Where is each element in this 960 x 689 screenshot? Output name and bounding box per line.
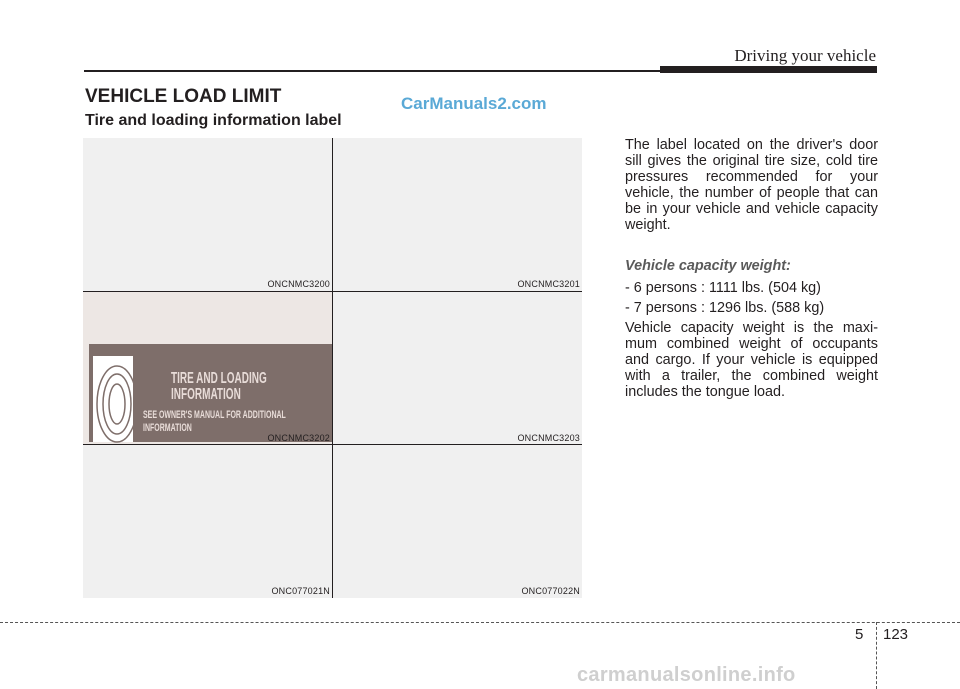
capacity-item: - 6 persons : 1111 lbs. (504 kg): [625, 280, 821, 296]
image-code: ONC077021N: [271, 586, 330, 596]
image-panel: [83, 138, 332, 291]
footer-rule: [0, 622, 960, 623]
page-separator: [876, 622, 877, 689]
image-code: ONCNMC3200: [267, 279, 330, 289]
header-rule: [84, 70, 660, 72]
image-grid: [83, 138, 582, 598]
label-photo-panel: [83, 292, 332, 445]
image-code: ONC077022N: [521, 586, 580, 596]
label-line-1: TIRE AND LOADING INFORMATION: [171, 370, 267, 404]
image-code: ONCNMC3203: [517, 433, 580, 443]
grid-divider-horizontal: [83, 291, 582, 292]
grid-divider-vertical: [332, 138, 333, 598]
image-code: ONCNMC3201: [517, 279, 580, 289]
watermark-bottom[interactable]: carmanualsonline.info: [577, 664, 796, 686]
image-panel: [333, 292, 582, 445]
image-code: ONCNMC3202: [267, 433, 330, 443]
label-line-2: SEE OWNER'S MANUAL FOR ADDITIONAL INFORMATION: [143, 410, 286, 434]
chapter-number: 5: [855, 626, 864, 643]
image-panel: [333, 445, 582, 598]
image-panel: [83, 445, 332, 598]
section-title: VEHICLE LOAD LIMIT: [85, 86, 282, 107]
grid-divider-horizontal: [83, 444, 582, 445]
subsection-title: Tire and loading information label: [85, 112, 342, 129]
watermark-top[interactable]: CarManuals2.com: [401, 94, 547, 113]
intro-paragraph: The label located on the driver's door sill gives the original tire size, cold tire pressures recommended for your vehicle, the number of people that can be in your vehicle and vehicle capacity weight.: [625, 137, 878, 233]
capacity-paragraph: Vehicle capacity weight is the maxi-mum combined weight of occupants and cargo. If your vehicle is equipped with a trailer, the combined weight includes the tongue load.: [625, 320, 878, 400]
capacity-item: - 7 persons : 1296 lbs. (588 kg): [625, 300, 825, 316]
image-panel: [333, 138, 582, 291]
chapter-title: Driving your vehicle: [734, 46, 876, 65]
header-rule-bar: [660, 66, 877, 73]
page-number: 123: [883, 626, 909, 643]
capacity-heading: Vehicle capacity weight:: [625, 258, 791, 274]
tire-label-photo: [83, 292, 332, 445]
